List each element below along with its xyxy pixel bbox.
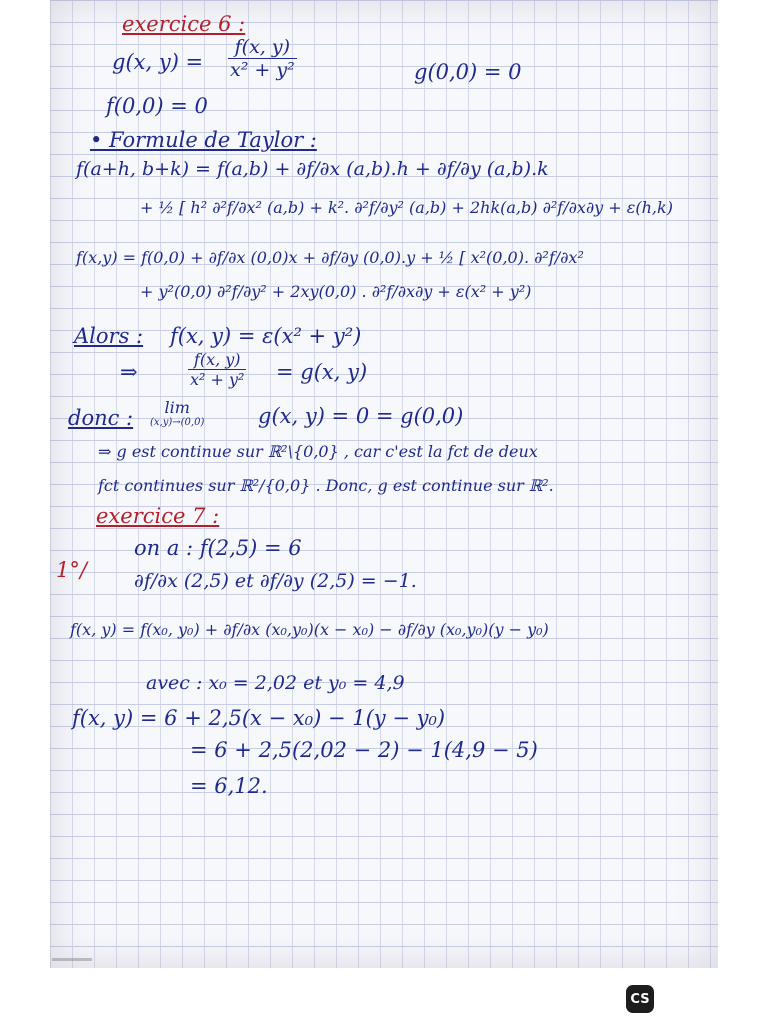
limit-word: lim bbox=[164, 398, 190, 417]
taylor-heading: • Formule de Taylor : bbox=[90, 128, 317, 152]
page-corner-mark bbox=[52, 958, 92, 961]
implies-rhs: = g(x, y) bbox=[276, 360, 368, 384]
taylor-line-4: + y²(0,0) ∂²f/∂y² + 2xy(0,0) . ∂²f/∂x∂y + ε(x² + y²) bbox=[140, 282, 532, 301]
implies-numerator: f(x, y) bbox=[188, 350, 246, 370]
taylor-line-1: f(a+h, b+k) = f(a,b) + ∂f/∂x (a,b).h + ∂f/∂y (a,b).k bbox=[76, 158, 549, 180]
limit-subscript: (x,y)→(0,0) bbox=[150, 417, 205, 428]
g-definition-lhs: g(x, y) = bbox=[112, 50, 204, 74]
calc-step-2: = 6 + 2,5(2,02 − 2) − 1(4,9 − 5) bbox=[190, 738, 538, 762]
implies-fraction bbox=[188, 350, 246, 389]
conclusion-line-2: fct continues sur ℝ²/{0,0} . Donc, g est continue sur ℝ². bbox=[98, 476, 554, 495]
notebook-page bbox=[50, 0, 718, 968]
given-value: on a : f(2,5) = 6 bbox=[134, 536, 302, 560]
donc-label: donc : bbox=[68, 406, 134, 430]
taylor-line-3: f(x,y) = f(0,0) + ∂f/∂x (0,0)x + ∂f/∂y (0,0).y + ½ [ x²(0,0). ∂²f/∂x² bbox=[76, 248, 584, 267]
implies-denominator: x² + y² bbox=[190, 370, 245, 389]
approx-point: avec : x₀ = 2,02 et y₀ = 4,9 bbox=[146, 672, 405, 694]
camscanner-logo-icon: CS bbox=[626, 985, 654, 1013]
f-origin-value: f(0,0) = 0 bbox=[106, 94, 208, 118]
g-origin-value: g(0,0) = 0 bbox=[414, 60, 522, 84]
donc-equation: g(x, y) = 0 = g(0,0) bbox=[258, 404, 464, 428]
linear-approx-formula: f(x, y) = f(x₀, y₀) + ∂f/∂x (x₀,y₀)(x − x₀) − ∂f/∂y (x₀,y₀)(y − y₀) bbox=[70, 620, 549, 639]
calc-result: = 6,12. bbox=[190, 774, 268, 798]
given-partials: ∂f/∂x (2,5) et ∂f/∂y (2,5) = −1. bbox=[134, 570, 417, 592]
exercise-7-title: exercice 7 : bbox=[96, 504, 220, 528]
g-numerator: f(x, y) bbox=[228, 36, 297, 59]
g-denominator: x² + y² bbox=[230, 59, 295, 81]
conclusion-line-1: ⇒ g est continue sur ℝ²\{0,0} , car c'est la fct de deux bbox=[98, 442, 538, 461]
implies-arrow: ⇒ bbox=[120, 360, 138, 384]
alors-label: Alors : bbox=[74, 324, 144, 348]
calc-step-1: f(x, y) = 6 + 2,5(x − x₀) − 1(y − y₀) bbox=[72, 706, 446, 730]
exercise-6-title: exercice 6 : bbox=[122, 12, 246, 36]
alors-equation: f(x, y) = ε(x² + y²) bbox=[170, 324, 362, 348]
g-definition-fraction bbox=[228, 36, 297, 81]
limit-expression bbox=[148, 398, 206, 428]
question-1-label: 1°/ bbox=[56, 558, 87, 582]
taylor-line-2: + ½ [ h² ∂²f/∂x² (a,b) + k². ∂²f/∂y² (a,b) + 2hk(a,b) ∂²f/∂x∂y + ε(h,k) bbox=[140, 198, 673, 217]
